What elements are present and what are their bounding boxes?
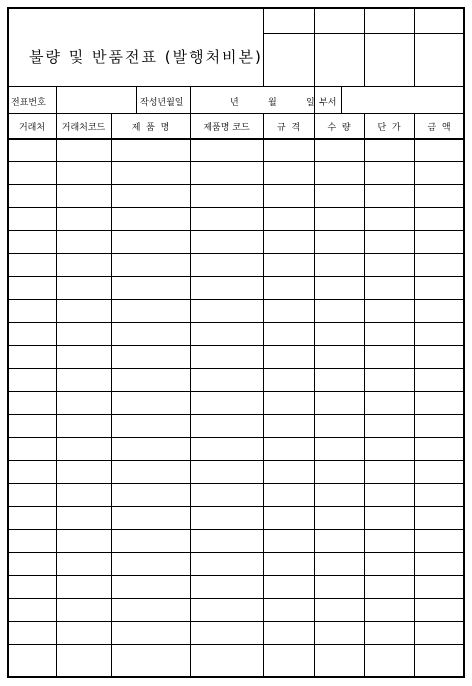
info-divider-5 xyxy=(341,86,342,113)
column-divider-5 xyxy=(314,113,315,677)
table-row xyxy=(8,483,464,484)
table-row xyxy=(8,529,464,530)
column-divider-6 xyxy=(364,113,365,677)
table-row xyxy=(8,276,464,277)
column-header-unit-price: 단 가 xyxy=(377,123,401,133)
form-title: 불량 및 반품전표 (발행처비본) xyxy=(29,48,263,66)
table-row xyxy=(8,644,464,645)
approval-divider-2 xyxy=(364,8,365,86)
table-row xyxy=(8,253,464,254)
column-divider-4 xyxy=(263,113,264,677)
date-label: 작성년월일 xyxy=(140,98,184,108)
table-row xyxy=(8,230,464,231)
column-header-spec: 규 격 xyxy=(276,123,301,133)
table-row xyxy=(8,322,464,323)
approval-row-line xyxy=(263,33,464,34)
table-row xyxy=(8,621,464,622)
info-divider-3 xyxy=(190,86,191,113)
column-divider-2 xyxy=(111,113,112,677)
month-label: 월 xyxy=(268,98,277,108)
column-divider-7 xyxy=(414,113,415,677)
slip-number-label: 전표번호 xyxy=(11,98,46,108)
column-header-product-code: 제품명 코드 xyxy=(203,123,250,133)
approval-divider-3 xyxy=(414,8,415,86)
column-header-amount: 금 액 xyxy=(427,123,451,133)
table-row xyxy=(8,299,464,300)
column-header-vendor-code: 거래처코드 xyxy=(61,123,106,133)
column-divider-3 xyxy=(190,113,191,677)
column-header-vendor: 거래처 xyxy=(18,123,46,133)
header-row-bottom xyxy=(8,138,464,140)
year-label: 년 xyxy=(230,98,239,108)
table-row xyxy=(8,552,464,553)
approval-divider-1 xyxy=(314,8,315,86)
info-divider-2 xyxy=(136,86,137,113)
info-divider-1 xyxy=(56,86,57,113)
table-row xyxy=(8,575,464,576)
table-row xyxy=(8,414,464,415)
table-row xyxy=(8,391,464,392)
header-row-top xyxy=(8,113,464,114)
info-row-top xyxy=(8,86,464,87)
table-row xyxy=(8,437,464,438)
table-row xyxy=(8,368,464,369)
column-header-quantity: 수 량 xyxy=(327,123,351,133)
column-header-product-name: 제 품 명 xyxy=(131,123,170,133)
table-row xyxy=(8,598,464,599)
table-row xyxy=(8,460,464,461)
table-row xyxy=(8,161,464,162)
approval-divider-left xyxy=(263,8,264,86)
table-row xyxy=(8,184,464,185)
table-row xyxy=(8,207,464,208)
column-divider-1 xyxy=(56,113,57,677)
table-row xyxy=(8,506,464,507)
table-row xyxy=(8,345,464,346)
day-label: 일 xyxy=(306,98,315,108)
department-label: 부서 xyxy=(319,98,337,108)
